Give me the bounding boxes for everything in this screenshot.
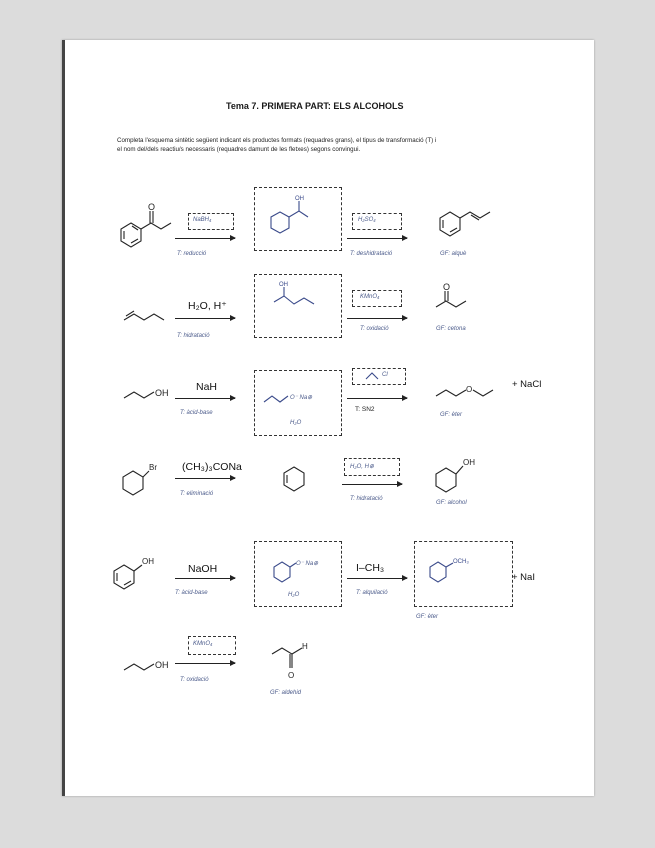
alkene-product-structure [438,200,513,240]
transformation-1-2: T: deshidratació [350,251,393,257]
functional-group-6: GF: aldehid [270,690,302,696]
propanal-structure [268,640,318,685]
chloroethane-structure [364,371,384,381]
alkene-double-bond [471,215,479,220]
oh-bond [134,565,142,571]
butanone-structure [432,283,492,318]
carbon-chain [366,373,378,379]
carbon-chain [436,301,466,307]
oh-label: OH [279,282,288,288]
reaction-arrow [347,318,407,319]
transformation-5-1: T: àcid-base [175,590,208,596]
reaction-arrow [347,398,407,399]
transformation-2-2: T: oxidació [360,326,389,332]
oh-label: OH [155,388,169,398]
carbon-chain [124,664,154,670]
carbon-chain [272,648,292,668]
propoxide-ion-label: O⁻ Na⊕ [290,395,313,401]
propanol-structure-2 [120,650,180,675]
oh-label: OH [463,458,475,467]
solvent-label-5: H₂O [288,592,300,598]
butanol-product-structure [270,280,330,320]
ring-double-bond [131,239,138,243]
oxygen-label: O [443,282,451,292]
reaction-arrow [175,663,235,664]
side-chain [141,223,171,229]
functional-group-3: GF: èter [440,412,463,418]
functional-group-1: GF: alquè [440,251,467,257]
c-h-bond [292,648,302,654]
reaction-arrow [175,478,235,479]
phenol-structure [110,553,165,593]
transformation-2-1: T: hidratació [177,333,210,339]
reagent-1-1: NaBH₄ [193,217,212,223]
transformation-1-1: T: reducció [177,251,207,257]
cyclohexane-ring [123,471,143,495]
propoxide-structure [262,388,292,408]
transformation-4-1: T: eliminació [180,491,214,497]
instruction-line-1: Completa l'esquema sintètic següent indicant els productes formats (requadres grans), el tipus de transformació (T) i [117,137,437,144]
ether-oxygen: O [466,385,473,394]
reagent-2-1: H₂O, H⁺ [188,300,227,312]
functional-group-5: GF: èter [416,614,439,620]
cyclohexanol-structure [432,454,492,499]
alcohol-product-structure [268,194,328,244]
butene-structure [120,300,175,325]
carbon-chain [274,296,314,304]
oh-label: OH [142,557,154,566]
benzene-ring [271,212,289,233]
transformation-5-2: T: alquilació [356,590,388,596]
reagent-5-1: NaOH [188,563,218,575]
bromine-label: Br [149,463,157,472]
reagent-4-1: (CH₃)₃CONa [182,461,242,473]
oh-bond [456,466,463,474]
solvent-label-3: H₂O [290,420,302,426]
reaction-arrow [347,578,407,579]
carbon-chain [264,396,288,402]
page-title: Tema 7. PRIMERA PART: ELS ALCOHOLS [226,101,404,111]
benzene-ring [430,562,446,582]
oxygen-label: O [288,671,295,680]
anisole-structure [428,556,483,586]
byproduct-5: + NaI [512,572,535,583]
reagent-5-2: I–CH₃ [356,562,385,574]
reaction-arrow [175,238,235,239]
propiophenone-structure [117,202,177,250]
hydrogen-label: H [302,642,308,651]
carbon-chain [124,392,154,398]
carbon-chain [473,390,493,396]
reagent-3-1: NaH [196,381,218,393]
reaction-arrow [175,578,235,579]
bromocyclohexane-structure [117,459,167,504]
ring-double-bond [124,581,131,585]
cyclohexene-structure [280,463,320,498]
phenoxide-ion-label: O⁻ Na⊕ [296,561,319,567]
reagent-3-2: Cl [382,372,388,378]
ether-product-structure [432,378,512,403]
reagent-6-1: KMnO₄ [193,641,213,647]
oxygen-label: O [148,202,156,212]
side-chain [289,211,308,217]
propanol-structure [120,378,180,403]
reagent-4-2: H₂O, H⊕ [350,464,374,470]
cyclohexane-ring [436,468,456,492]
transformation-6-1: T: oxidació [180,677,209,683]
reagent-1-2: H₂SO₄ [358,217,376,223]
reaction-arrow [347,238,407,239]
ring-double-bond [450,228,457,232]
functional-group-2: GF: cetona [436,326,466,332]
benzene-ring [274,562,290,582]
reagent-2-2: KMnO₄ [360,294,380,300]
transformation-3-1: T: àcid-base [180,410,213,416]
o-bond [446,563,453,567]
reaction-arrow [342,484,402,485]
oh-label: OH [155,660,169,670]
byproduct-3: + NaCl [512,379,542,390]
carbon-chain [124,314,164,320]
transformation-4-2: T: hidratació [350,496,383,502]
page-left-edge [62,40,65,796]
methoxy-label: OCH₃ [453,559,469,565]
carbon-chain [436,390,466,396]
transformation-3-2: T: SN2 [355,406,375,413]
instruction-line-2: el nom del/dels reactiu/s necessaris (requadres damunt de les fletxes) segons convingui. [117,146,361,153]
reaction-arrow [175,318,235,319]
oh-label: OH [295,196,304,202]
reaction-arrow [175,398,235,399]
functional-group-4: GF: alcohol [436,500,467,506]
